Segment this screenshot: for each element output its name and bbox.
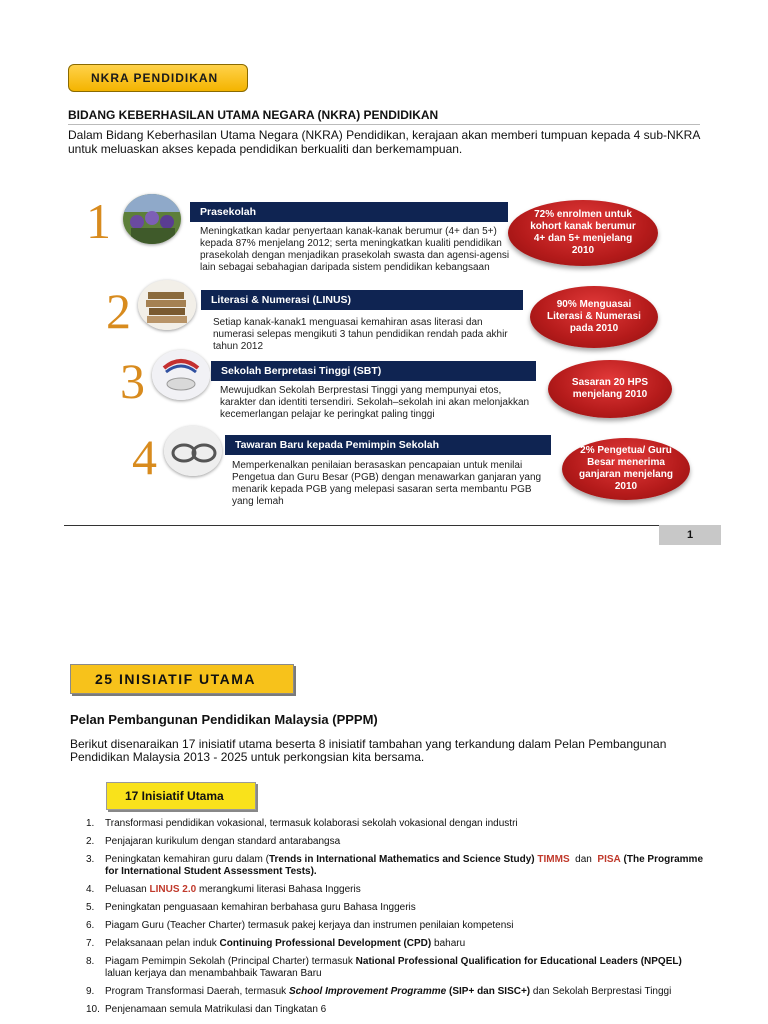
medal-icon	[152, 350, 210, 400]
list-item: 2. Penjajaran kurikulum dengan standard antarabangsa	[86, 836, 341, 847]
list-item: 5. Peningkatan penguasaan kemahiran berbahasa guru Bahasa Inggeris	[86, 902, 416, 913]
sub-nkra-title-3: Sekolah Berpretasi Tinggi (SBT)	[211, 361, 536, 381]
sub-nkra-target-2: 90% Menguasai Literasi & Numerasi pada 2010	[530, 286, 658, 348]
list-item: 1. Transformasi pendidikan vokasional, termasuk kolaborasi sekolah vokasional dengan industri	[86, 818, 518, 829]
sub-nkra-title-4: Tawaran Baru kepada Pemimpin Sekolah	[225, 435, 551, 455]
sub-nkra-desc-2: Setiap kanak-kanak1 menguasai kemahiran asas literasi dan numerasi selepas mengikuti 3 tahun pendidikan rendah pada akhir tahun 2012	[213, 317, 508, 352]
preschool-photo	[123, 194, 181, 244]
initiative-list	[86, 818, 706, 1022]
sub-nkra-desc-1: Meningkatkan kadar penyertaan kanak-kanak berumur (4+ dan 5+) kepada 87% menjelang 2012; serta meningkatkan kualiti pendidikan prasekolah dengan menjadikan prasekolah swasta dan agensi-agensi lain sebagai sebahagian daripada sistem pendidikan kebangsaan	[200, 226, 510, 273]
sub-nkra-target-3: Sasaran 20 HPS menjelang 2010	[548, 360, 672, 418]
pppm-intro: Berikut disenaraikan 17 inisiatif utama beserta 8 inisiatif tambahan yang terkandung dalam Pelan Pembangunan Pendidikan Malaysia 2013 - 2025 untuk perkongsian kita bersama.	[70, 737, 667, 764]
list-item: 3. Peningkatan kemahiran guru dalam (Trends in International Mathematics and Science Study) TIMMS dan PISA (The Programme for International Student Assessment Tests).	[86, 854, 704, 877]
sub-nkra-number-1: 1	[86, 193, 111, 249]
sub-nkra-title-2: Literasi & Numerasi (LINUS)	[201, 290, 523, 310]
list-item: 10. Penjenamaan semula Matrikulasi dan Tingkatan 6	[86, 1004, 327, 1015]
pppm-heading: Pelan Pembangunan Pendidikan Malaysia (PPPM)	[70, 712, 378, 727]
list-item: 8. Piagam Pemimpin Sekolah (Principal Charter) termasuk National Professional Qualification for Educational Leaders (NPQEL) laluan kerjaya dan menambahbaik Tawaran Baru	[86, 956, 682, 979]
sub-nkra-desc-3: Mewujudkan Sekolah Berprestasi Tinggi yang mempunyai etos, karakter dan identiti tersendiri. Sekolah–sekolah ini akan melonjakkan kecemerlangan pelajar ke peringkat paling tinggi	[220, 385, 530, 420]
inisiatif-utama-badge: 17 Inisiatif Utama	[106, 782, 256, 810]
books-icon	[138, 280, 196, 330]
sub-nkra-target-4: 2% Pengetua/ Guru Besar menerima ganjaran menjelang 2010	[562, 438, 690, 500]
footer-divider	[64, 525, 660, 526]
sub-nkra-number-4: 4	[132, 429, 157, 485]
inisiatif-badge: 25 INISIATIF UTAMA	[70, 664, 294, 694]
divider	[68, 124, 700, 125]
section-heading: BIDANG KEBERHASILAN UTAMA NEGARA (NKRA) PENDIDIKAN	[68, 108, 439, 122]
list-item: 9. Program Transformasi Daerah, termasuk School Improvement Programme (SIP+ dan SISC+) dan Sekolah Berprestasi Tinggi	[86, 986, 672, 997]
sub-nkra-number-2: 2	[106, 283, 131, 339]
list-item: 6. Piagam Guru (Teacher Charter) termasuk pakej kerjaya dan instrumen penilaian kompetensi	[86, 920, 514, 931]
list-item: 7. Pelaksanaan pelan induk Continuing Professional Development (CPD) baharu	[86, 938, 466, 949]
glasses-icon	[164, 426, 222, 476]
nkra-badge: NKRA PENDIDIKAN	[68, 64, 248, 92]
intro-paragraph: Dalam Bidang Keberhasilan Utama Negara (NKRA) Pendidikan, kerajaan akan memberi tumpuan kepada 4 sub-NKRA untuk meluaskan akses kepada pendidikan berkualiti dan berkemampuan.	[68, 128, 700, 156]
sub-nkra-infographic	[68, 188, 718, 513]
sub-nkra-target-1: 72% enrolmen untuk kohort kanak berumur 4+ dan 5+ menjelang 2010	[508, 200, 658, 266]
sub-nkra-title-1: Prasekolah	[190, 202, 508, 222]
list-item: 4. Peluasan LINUS 2.0 merangkumi literasi Bahasa Inggeris	[86, 884, 361, 895]
page-number: 1	[659, 525, 721, 545]
sub-nkra-desc-4: Memperkenalkan penilaian berasaskan pencapaian untuk menilai Pengetua dan Guru Besar (PGB) dengan menawarkan ganjaran yang menarik kepada PGB yang melepasi sasaran serta membantu PGB yang lemah	[232, 460, 542, 507]
sub-nkra-number-3: 3	[120, 353, 145, 409]
